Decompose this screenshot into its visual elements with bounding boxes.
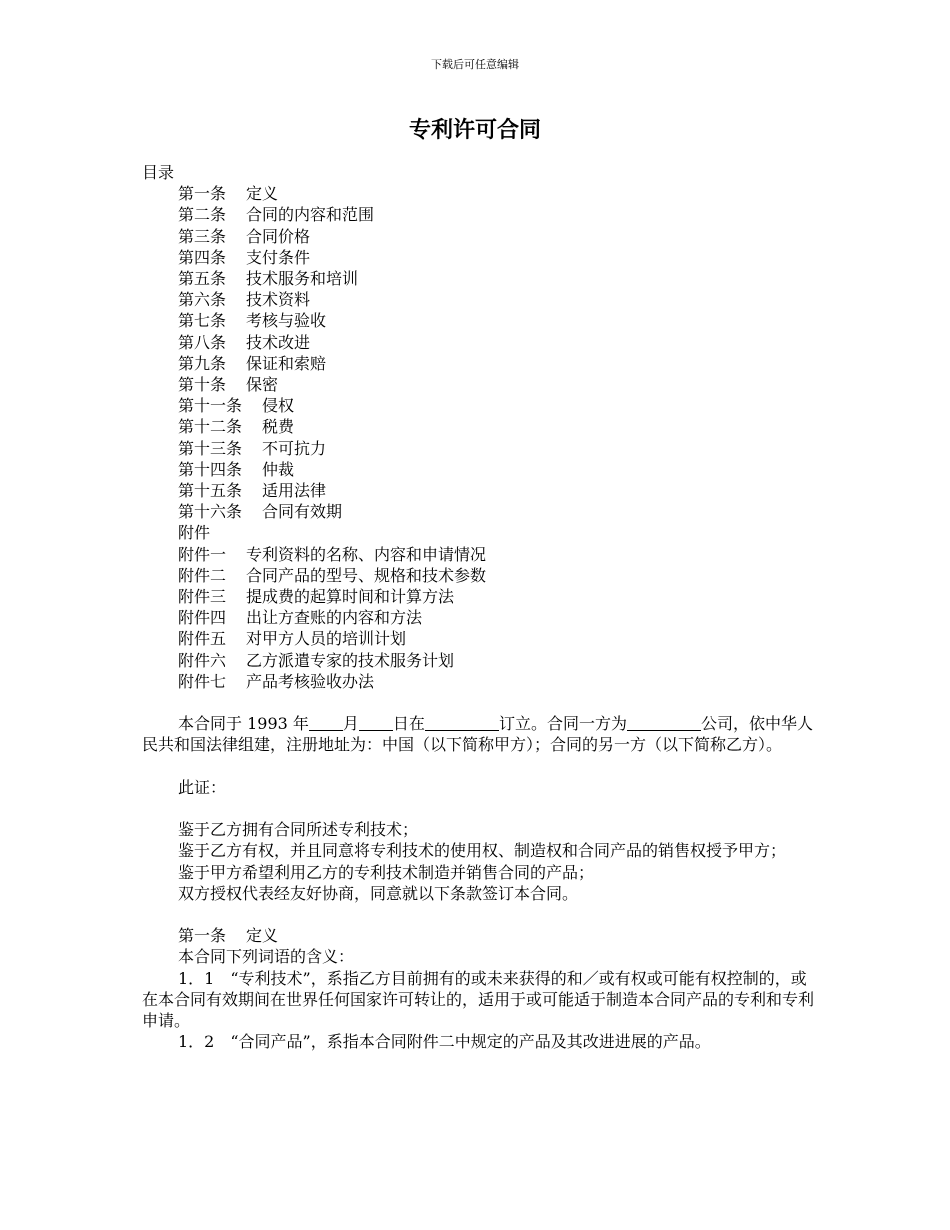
appendix-item: 附件二 合同产品的型号、规格和技术参数: [178, 565, 487, 585]
toc-item: 第十条 保密: [178, 375, 279, 395]
whereas-clause: 双方授权代表经友好协商，同意就以下条款签订本合同。: [178, 883, 579, 903]
toc-item: 第十三条 不可抗力: [178, 438, 327, 458]
page-header: 下载后可任意编辑: [431, 58, 519, 71]
toc-item: 第十一条 侵权: [178, 396, 295, 416]
appendix-heading: 附件: [178, 523, 211, 543]
toc-item: 第十二条 税费: [178, 417, 295, 437]
article-lead: 本合同下列词语的含义：: [178, 947, 355, 967]
appendix-item: 附件七 产品考核验收办法: [178, 671, 375, 691]
whereas-clause: 鉴于乙方有权，并且同意将专利技术的使用权、制造权和合同产品的销售权授予甲方；: [178, 841, 787, 861]
toc-item: 第四条 支付条件: [178, 247, 311, 267]
toc-item: 第六条 技术资料: [178, 290, 311, 310]
witness-line: 此证：: [178, 777, 227, 797]
toc-item: 第七条 考核与验收: [178, 311, 327, 331]
toc-item: 第八条 技术改进: [178, 332, 311, 352]
whereas-clause: 鉴于甲方希望利用乙方的专利技术制造并销售合同的产品；: [178, 862, 595, 882]
toc-item: 第五条 技术服务和培训: [178, 269, 359, 289]
appendix-item: 附件一 专利资料的名称、内容和申请情况: [178, 544, 487, 564]
toc-item: 第二条 合同的内容和范围: [178, 205, 375, 225]
toc-item: 第三条 合同价格: [178, 226, 311, 246]
toc-list: [142, 183, 814, 692]
whereas-clause: 鉴于乙方拥有合同所述专利技术；: [178, 820, 419, 840]
toc-item: 第九条 保证和索赔: [178, 353, 327, 373]
toc-item: 第十六条 合同有效期: [178, 502, 343, 522]
appendix-item: 附件六 乙方派遣专家的技术服务计划: [178, 650, 455, 670]
document-body: [142, 162, 814, 1052]
article-clause: 1．2 “合同产品”，系指本合同附件二中规定的产品及其改进进展的产品。: [178, 1032, 711, 1052]
article-clause: 1．1 “专利技术”，系指乙方目前拥有的或未来获得的和／或有权或可能有权控制的，或在本合同有效期间在世界任何国家许可转让的，适用于或可能适于制造本合同产品的专利和专利申请。: [142, 968, 815, 1031]
intro-paragraph: 本合同于 1993 年 月 日在 订立。合同一方为 公司，依中华人民共和国法律组建，注册地址为：中国（以下简称甲方）；合同的另一方（以下简称乙方）。: [142, 714, 813, 755]
appendix-item: 附件三 提成费的起算时间和计算方法: [178, 587, 455, 607]
article-heading: 第一条 定义: [178, 926, 279, 946]
appendix-item: 附件五 对甲方人员的培训计划: [178, 629, 407, 649]
toc-item: 第十四条 仲裁: [178, 459, 295, 479]
toc-heading: 目录: [142, 163, 175, 182]
appendix-item: 附件四 出让方查账的内容和方法: [178, 608, 423, 628]
toc-item: 第十五条 适用法律: [178, 481, 327, 501]
toc-item: 第一条 定义: [178, 184, 279, 204]
document-title: 专利许可合同: [408, 118, 541, 143]
